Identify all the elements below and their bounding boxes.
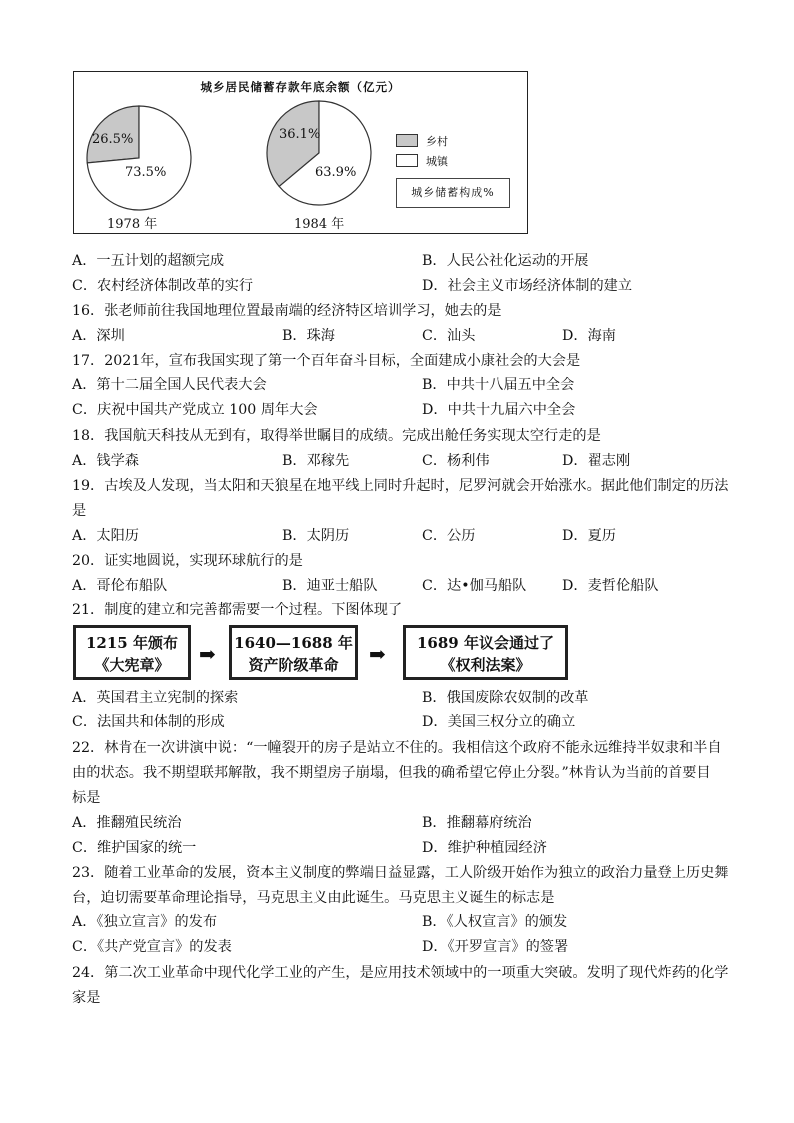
q19-option-c[interactable]: C．公历 bbox=[422, 528, 476, 544]
flow-box-1-line2: 《大宪章》 bbox=[94, 656, 170, 674]
q23-option-a[interactable]: A．《独立宣言》的发布 bbox=[72, 914, 218, 930]
flow-box-1-line1: 1215 年颁布 bbox=[86, 634, 178, 652]
savings-chart bbox=[73, 71, 528, 234]
q19-stem-line2: 是 bbox=[72, 503, 87, 519]
q23-row1 bbox=[72, 912, 568, 932]
chart-caption: 城乡储蓄构成% bbox=[396, 178, 510, 208]
q22-option-d[interactable]: D．维护种植园经济 bbox=[422, 840, 547, 856]
q21-option-a[interactable]: A．英国君主立宪制的探索 bbox=[72, 690, 239, 706]
pie-1984-year: 1984 年 bbox=[294, 217, 345, 232]
q16-option-a[interactable]: A．深圳 bbox=[72, 328, 125, 344]
q23-row2 bbox=[72, 937, 569, 957]
q23-stem-line2: 台，迫切需要革命理论指导，马克思主义由此诞生。马克思主义诞生的标志是 bbox=[72, 890, 555, 906]
flow-box-3-line2: 《权利法案》 bbox=[440, 656, 531, 674]
pie-1984 bbox=[264, 98, 374, 208]
q15-option-b[interactable]: B．人民公社化运动的开展 bbox=[422, 253, 589, 269]
q18-option-b[interactable]: B．邓稼先 bbox=[282, 453, 350, 469]
right-arrow-icon: ➡ bbox=[369, 642, 386, 666]
q21-option-d[interactable]: D．美国三权分立的确立 bbox=[422, 714, 576, 730]
q21-stem: 21．制度的建立和完善都需要一个过程。下图体现了 bbox=[72, 602, 403, 618]
q15-option-d[interactable]: D．社会主义市场经济体制的建立 bbox=[422, 278, 633, 294]
q22-stem-line2: 由的状态。我不期望联邦解散，我不期望房子崩塌，但我的确希望它停止分裂。”林肯认为当前的首要目 bbox=[72, 765, 711, 781]
flow-box-2-line2: 资产阶级革命 bbox=[248, 656, 339, 674]
q17-option-d[interactable]: D．中共十九届六中全会 bbox=[422, 402, 576, 418]
pie-1978 bbox=[84, 103, 194, 213]
q23-option-c[interactable]: C．《共产党宣言》的发表 bbox=[72, 939, 232, 955]
q22-stem-line3: 标是 bbox=[72, 790, 101, 806]
q22-option-b[interactable]: B．推翻幕府统治 bbox=[422, 815, 532, 831]
legend-label-rural: 乡村 bbox=[426, 135, 448, 148]
q20-option-a[interactable]: A．哥伦布船队 bbox=[72, 578, 168, 594]
q22-row2 bbox=[72, 838, 547, 858]
q20-option-c[interactable]: C．达•伽马船队 bbox=[422, 578, 527, 594]
q16-options bbox=[72, 326, 616, 346]
chart-title: 城乡居民储蓄存款年底余额（亿元） bbox=[200, 80, 401, 94]
q24-stem-line1: 24．第二次工业革命中现代化学工业的产生，是应用技术领域中的一项重大突破。发明了现代炸药的化学 bbox=[72, 965, 729, 981]
q15-option-c[interactable]: C．农村经济体制改革的实行 bbox=[72, 278, 254, 294]
flow-box-bill-of-rights bbox=[403, 625, 568, 680]
q18-option-d[interactable]: D．翟志刚 bbox=[562, 453, 631, 469]
q23-option-b[interactable]: B．《人权宣言》的颁发 bbox=[422, 914, 568, 930]
pie-1984-label-urban: 63.9% bbox=[315, 165, 357, 180]
q16-option-d[interactable]: D．海南 bbox=[562, 328, 616, 344]
pie-1984-label-rural: 36.1% bbox=[279, 127, 321, 142]
q20-option-d[interactable]: D．麦哲伦船队 bbox=[562, 578, 659, 594]
q22-option-c[interactable]: C．维护国家的统一 bbox=[72, 840, 197, 856]
q21-option-c[interactable]: C．法国共和体制的形成 bbox=[72, 714, 225, 730]
flow-box-magna-carta bbox=[73, 625, 191, 680]
q19-option-a[interactable]: A．太阳历 bbox=[72, 528, 139, 544]
q19-stem-line1: 19．古埃及人发现，当太阳和天狼星在地平线上同时升起时，尼罗河就会开始涨水。据此他们制定的历法 bbox=[72, 478, 729, 494]
q18-option-a[interactable]: A．钱学森 bbox=[72, 453, 139, 469]
q18-stem: 18．我国航天科技从无到有，取得举世瞩目的成绩。完成出舱任务实现太空行走的是 bbox=[72, 428, 601, 444]
q22-row1 bbox=[72, 813, 532, 833]
q19-option-d[interactable]: D．夏历 bbox=[562, 528, 616, 544]
q19-option-b[interactable]: B．太阴历 bbox=[282, 528, 350, 544]
q16-option-c[interactable]: C．汕头 bbox=[422, 328, 476, 344]
q16-stem: 16．张老师前往我国地理位置最南端的经济特区培训学习，她去的是 bbox=[72, 303, 502, 319]
q15-row1 bbox=[72, 251, 589, 271]
q22-stem-line1: 22．林肯在一次讲演中说：“一幢裂开的房子是站立不住的。我相信这个政府不能永远维持半奴隶和半自 bbox=[72, 740, 722, 756]
q18-option-c[interactable]: C．杨利伟 bbox=[422, 453, 490, 469]
q24-stem-line2: 家是 bbox=[72, 990, 101, 1006]
q20-options bbox=[72, 576, 659, 596]
q21-row2 bbox=[72, 712, 576, 732]
q21-row1 bbox=[72, 688, 589, 708]
pie-1978-label-urban: 73.5% bbox=[125, 165, 167, 180]
q22-option-a[interactable]: A．推翻殖民统治 bbox=[72, 815, 182, 831]
pie-1978-label-rural: 26.5% bbox=[92, 132, 134, 147]
q20-option-b[interactable]: B．迪亚士船队 bbox=[282, 578, 378, 594]
q19-options bbox=[72, 526, 616, 546]
q15-option-a[interactable]: A．一五计划的超额完成 bbox=[72, 253, 225, 269]
q20-stem: 20．证实地圆说，实现环球航行的是 bbox=[72, 553, 303, 569]
q17-option-c[interactable]: C．庆祝中国共产党成立 100 周年大会 bbox=[72, 402, 318, 418]
legend-swatch-urban bbox=[396, 154, 418, 167]
q17-row1 bbox=[72, 375, 575, 395]
q16-option-b[interactable]: B．珠海 bbox=[282, 328, 335, 344]
flow-box-2-line1: 1640—1688 年 bbox=[234, 634, 353, 652]
legend-label-urban: 城镇 bbox=[426, 155, 448, 168]
q17-option-b[interactable]: B．中共十八届五中全会 bbox=[422, 377, 575, 393]
flow-box-revolution bbox=[229, 625, 358, 680]
q17-stem: 17．2021年，宣布我国实现了第一个百年奋斗目标，全面建成小康社会的大会是 bbox=[72, 353, 581, 369]
pie-1978-year: 1978 年 bbox=[107, 217, 158, 232]
q15-row2 bbox=[72, 276, 633, 296]
right-arrow-icon: ➡ bbox=[199, 642, 216, 666]
q17-row2 bbox=[72, 400, 576, 420]
legend-swatch-rural bbox=[396, 134, 418, 147]
q17-option-a[interactable]: A．第十二届全国人民代表大会 bbox=[72, 377, 267, 393]
q23-stem-line1: 23．随着工业革命的发展，资本主义制度的弊端日益显露，工人阶级开始作为独立的政治力量登上历史舞 bbox=[72, 865, 729, 881]
q18-options bbox=[72, 451, 631, 471]
q23-option-d[interactable]: D．《开罗宣言》的签署 bbox=[422, 939, 569, 955]
flow-box-3-line1: 1689 年议会通过了 bbox=[417, 634, 554, 652]
q21-option-b[interactable]: B．俄国废除农奴制的改革 bbox=[422, 690, 589, 706]
